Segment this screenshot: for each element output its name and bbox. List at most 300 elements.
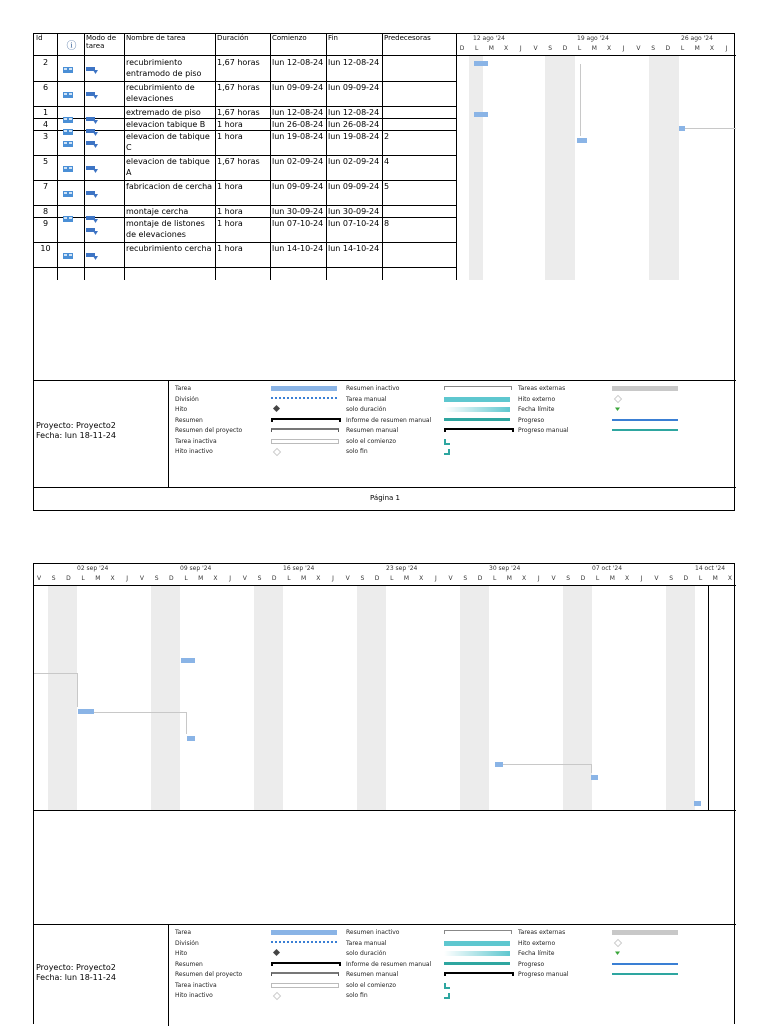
day-letter: L <box>390 575 394 582</box>
legend-label: Informe de resumen manual <box>346 960 432 968</box>
dependency-line <box>580 64 581 136</box>
day-letter: L <box>577 45 582 52</box>
day-letter: D <box>459 45 465 52</box>
weekend-shade <box>545 56 575 280</box>
cell-duration[interactable]: 1 hora <box>217 207 243 216</box>
table-row[interactable] <box>34 217 456 243</box>
auto-schedule-icon <box>86 121 98 128</box>
status-date-line <box>708 586 709 810</box>
manual-summary-swatch <box>444 972 514 976</box>
task-bar-3[interactable] <box>577 138 587 143</box>
progress-swatch <box>612 963 678 965</box>
week-label: 09 sep '24 <box>180 565 212 572</box>
duration-only-swatch <box>444 951 510 956</box>
calendar-indicator-icon <box>63 83 73 89</box>
day-letter: J <box>519 45 522 52</box>
milestone-icon <box>273 405 280 412</box>
week-label: 16 sep '24 <box>283 565 315 572</box>
cell-start[interactable]: lun 26-08-24 <box>272 120 324 129</box>
calendar-indicator-icon <box>63 58 73 64</box>
day-letter: X <box>110 575 115 582</box>
day-letter: X <box>727 575 732 582</box>
dependency-line <box>503 764 591 765</box>
project-date: Fecha: lun 18-11-24 <box>36 973 116 982</box>
legend-divider <box>168 381 169 488</box>
legend-label: Resumen manual <box>346 971 399 978</box>
day-letter: M <box>198 575 204 582</box>
day-letter: J <box>332 575 334 582</box>
cell-name[interactable]: recubrimiento entramodo de piso <box>126 58 202 78</box>
auto-schedule-icon <box>86 133 98 140</box>
dependency-line <box>186 712 187 734</box>
cell-duration[interactable]: 1 hora <box>217 219 243 228</box>
day-letter: L <box>475 45 479 52</box>
cell-duration[interactable]: 1,67 horas <box>217 108 260 117</box>
legend-label: Tarea inactiva <box>175 981 217 989</box>
weekend-shade <box>563 586 592 810</box>
auto-schedule-icon <box>86 208 98 215</box>
cell-name[interactable]: elevacion de tabique C <box>126 132 210 152</box>
legend-label: Resumen <box>175 960 203 968</box>
week-label: 19 ago '24 <box>577 35 609 42</box>
day-letter: D <box>580 575 586 582</box>
header-finish[interactable]: Fin <box>328 34 338 42</box>
cell-start[interactable]: lun 09-09-24 <box>272 182 324 191</box>
cell-finish[interactable]: lun 19-08-24 <box>328 132 380 141</box>
day-letter: D <box>665 45 671 52</box>
task-swatch <box>271 930 337 935</box>
day-letter: S <box>154 575 159 582</box>
cell-id[interactable]: 3 <box>42 132 49 141</box>
cell-name[interactable]: elevacion de tabique A <box>126 157 210 177</box>
day-letter: S <box>360 575 365 582</box>
start-only-icon <box>444 983 450 989</box>
cell-pred[interactable] <box>382 57 456 81</box>
day-letter: M <box>95 575 101 582</box>
day-letter: J <box>229 575 231 582</box>
cell-id[interactable]: 8 <box>42 207 49 216</box>
legend-label: Tareas externas <box>518 929 566 936</box>
legend-block <box>34 380 736 488</box>
gantt-chart-page-1 <box>457 34 736 280</box>
day-letter: J <box>640 575 643 582</box>
cell-pred[interactable] <box>382 107 456 118</box>
legend-label: Tarea manual <box>346 939 387 947</box>
external-milestone-icon <box>614 939 622 947</box>
day-letter: X <box>504 45 509 52</box>
calendar-indicator-icon <box>63 182 73 188</box>
cell-finish[interactable]: lun 14-10-24 <box>328 244 380 253</box>
cell-duration[interactable]: 1 hora <box>217 182 243 191</box>
day-letter: V <box>551 575 556 582</box>
col-divider <box>84 34 85 280</box>
day-letter: J <box>622 45 625 52</box>
cell-name[interactable]: fabricacion de cercha <box>126 182 213 191</box>
day-letter: L <box>184 575 188 582</box>
day-letter: S <box>257 575 262 582</box>
dependency-line <box>591 764 592 773</box>
task-bar-7[interactable] <box>187 736 195 741</box>
summary-swatch <box>271 418 341 422</box>
legend-label: División <box>175 939 199 947</box>
legend-label: Hito <box>175 406 188 413</box>
cell-finish[interactable]: lun 30-09-24 <box>328 207 380 216</box>
day-letter: S <box>548 45 553 52</box>
day-letter: D <box>374 575 380 582</box>
week-label: 30 sep '24 <box>489 565 521 572</box>
task-swatch <box>271 386 337 391</box>
cell-pred[interactable] <box>382 243 456 267</box>
cell-pred[interactable]: 4 <box>384 157 390 166</box>
manual-progress-swatch <box>612 973 678 975</box>
legend-label: Progreso manual <box>518 427 569 434</box>
cell-name[interactable]: montaje de listones de elevaciones <box>126 219 205 239</box>
day-letter: S <box>566 575 571 582</box>
day-letter: D <box>168 575 174 582</box>
weekend-shade <box>48 586 77 810</box>
day-letter: D <box>271 575 277 582</box>
legend-label: Informe de resumen manual <box>346 416 432 424</box>
col-divider <box>57 34 58 280</box>
table-row[interactable] <box>34 130 456 156</box>
inactive-task-swatch <box>271 439 339 444</box>
day-letter: X <box>624 575 630 582</box>
cell-finish[interactable]: lun 26-08-24 <box>328 120 380 129</box>
auto-schedule-icon <box>86 183 98 190</box>
day-letter: J <box>537 575 540 582</box>
legend-label: solo duración <box>346 950 387 957</box>
table-row[interactable] <box>34 242 456 268</box>
day-letter: X <box>419 575 424 582</box>
legend-label: solo duración <box>346 406 387 413</box>
page-footer: Página 1 <box>34 487 736 512</box>
day-letter: D <box>683 575 689 582</box>
cell-duration[interactable]: 1,67 horas <box>217 157 260 166</box>
manual-progress-swatch <box>612 429 678 431</box>
cell-id[interactable]: 5 <box>42 157 49 166</box>
day-letter: M <box>403 575 410 582</box>
external-tasks-swatch <box>612 386 678 391</box>
cell-id[interactable]: 10 <box>40 244 51 253</box>
milestone-icon <box>273 949 280 956</box>
legend-label: Resumen del proyecto <box>175 971 243 978</box>
legend-label: Hito externo <box>518 395 556 403</box>
header-name[interactable]: Nombre de tarea <box>126 34 186 42</box>
cell-pred[interactable]: 5 <box>384 182 390 191</box>
cell-pred[interactable] <box>382 206 456 217</box>
table-row[interactable] <box>34 180 456 206</box>
dependency-line <box>685 128 736 129</box>
legend-label: Tarea manual <box>346 395 387 403</box>
cell-start[interactable]: lun 30-09-24 <box>272 207 324 216</box>
day-letter: V <box>654 575 659 582</box>
legend-label: Tarea <box>175 929 192 936</box>
table-header <box>34 34 456 56</box>
weekend-shade <box>151 586 180 810</box>
inactive-task-swatch <box>271 983 339 988</box>
day-letter: D <box>66 575 71 582</box>
day-letter: X <box>522 575 527 582</box>
manual-task-swatch <box>444 397 510 402</box>
day-letter: L <box>493 575 497 582</box>
task-bar-6[interactable] <box>181 658 195 663</box>
chart-bottom-border <box>34 810 736 811</box>
day-letter: D <box>562 45 568 52</box>
header-predecessors[interactable]: Predecesoras <box>384 34 431 42</box>
timescale <box>34 564 736 586</box>
cell-start[interactable]: lun 12-08-24 <box>272 58 324 67</box>
cell-duration[interactable]: 1 hora <box>217 132 243 141</box>
day-letter: M <box>591 45 597 52</box>
calendar-indicator-icon <box>63 120 73 126</box>
dependency-line <box>77 673 78 707</box>
legend-label: Resumen inactivo <box>346 385 400 392</box>
col-divider <box>215 34 216 280</box>
week-label: 02 sep '24 <box>77 565 109 572</box>
day-letter: X <box>213 575 218 582</box>
auto-schedule-icon <box>86 245 98 252</box>
cell-pred[interactable]: 8 <box>384 219 390 228</box>
legend-label: Tarea <box>175 385 192 392</box>
deadline-arrow-icon <box>615 406 620 411</box>
day-letter: D <box>477 575 483 582</box>
cell-name[interactable]: recubrimiento cercha <box>126 244 212 253</box>
day-letter: M <box>488 45 494 52</box>
manual-task-swatch <box>444 941 510 946</box>
legend-label: Hito externo <box>518 939 556 947</box>
legend-label: Hito <box>175 950 188 957</box>
day-letter: S <box>463 575 468 582</box>
week-label: 23 sep '24 <box>386 565 418 572</box>
calendar-indicator-icon <box>63 157 73 163</box>
day-letter: J <box>435 575 437 582</box>
task-bar-10[interactable] <box>694 801 701 806</box>
col-divider <box>326 34 327 280</box>
cell-pred[interactable]: 2 <box>384 132 390 141</box>
header-indicators-icon[interactable]: ⓘ <box>66 41 77 52</box>
task-bar-2[interactable] <box>474 61 488 66</box>
progress-swatch <box>612 419 678 421</box>
finish-only-icon <box>444 449 450 455</box>
day-letter: J <box>725 45 728 52</box>
project-summary-swatch <box>271 972 339 976</box>
auto-schedule-icon <box>86 158 98 165</box>
legend-label: Fecha límite <box>518 950 555 957</box>
table-row[interactable] <box>34 155 456 181</box>
task-bar-5[interactable] <box>78 709 94 714</box>
cell-duration[interactable]: 1 hora <box>217 120 243 129</box>
cell-name[interactable]: extremado de piso <box>126 108 201 117</box>
col-divider <box>382 34 383 280</box>
calendar-indicator-icon <box>63 132 73 138</box>
cell-start[interactable]: lun 12-08-24 <box>272 108 324 117</box>
header-start[interactable]: Comienzo <box>272 34 307 42</box>
day-letter: J <box>126 575 129 582</box>
dependency-line <box>34 673 77 674</box>
legend-block <box>34 924 736 1026</box>
auto-schedule-icon <box>86 220 98 227</box>
cell-start[interactable]: lun 09-09-24 <box>272 83 324 92</box>
external-tasks-swatch <box>612 930 678 935</box>
legend-divider <box>168 925 169 1026</box>
weekend-shade <box>666 586 695 810</box>
cell-duration[interactable]: 1 hora <box>217 244 243 253</box>
cell-duration[interactable]: 1,67 horas <box>217 83 260 92</box>
col-divider <box>270 34 271 280</box>
auto-schedule-icon <box>86 109 98 116</box>
day-letter: V <box>636 45 641 52</box>
legend-label: solo fin <box>346 992 368 999</box>
week-label: 26 ago '24 <box>681 35 713 42</box>
cell-name[interactable]: recubrimiento de elevaciones <box>126 83 195 103</box>
cell-id[interactable]: 7 <box>42 182 49 191</box>
legend-label: Resumen <box>175 416 203 424</box>
day-letter: V <box>533 45 538 52</box>
cell-id[interactable]: 9 <box>42 219 49 228</box>
day-letter: X <box>316 575 321 582</box>
calendar-indicator-icon <box>63 207 73 213</box>
weekend-shade <box>357 586 386 810</box>
timescale <box>457 34 736 56</box>
day-letter: M <box>694 45 700 52</box>
cell-id[interactable]: 1 <box>42 108 49 117</box>
legend-label: Tareas externas <box>518 385 566 392</box>
cell-finish[interactable]: lun 07-10-24 <box>328 219 380 228</box>
legend-label: Tarea inactiva <box>175 437 217 445</box>
cell-start[interactable]: lun 02-09-24 <box>272 157 324 166</box>
inactive-summary-swatch <box>444 930 512 934</box>
summary-swatch <box>271 962 341 966</box>
legend-label: Progreso manual <box>518 971 569 978</box>
cell-id[interactable]: 2 <box>42 58 49 67</box>
project-date: Fecha: lun 18-11-24 <box>36 431 116 440</box>
week-label: 12 ago '24 <box>473 35 505 42</box>
cell-finish[interactable]: lun 09-09-24 <box>328 182 380 191</box>
auto-schedule-icon <box>86 59 98 66</box>
duration-only-swatch <box>444 407 510 412</box>
weekend-shade <box>649 56 679 280</box>
cell-id[interactable]: 4 <box>42 120 49 129</box>
day-letter: S <box>651 45 655 52</box>
cell-start[interactable]: lun 07-10-24 <box>272 219 324 228</box>
cell-finish[interactable]: lun 12-08-24 <box>328 58 380 67</box>
day-letter: X <box>606 45 612 52</box>
day-letter: L <box>287 575 291 582</box>
day-letter: S <box>51 575 56 582</box>
header-mode[interactable]: Modo de tarea <box>86 34 117 50</box>
table-row[interactable] <box>34 81 456 107</box>
legend-label: Hito inactivo <box>175 448 213 455</box>
day-letter: L <box>595 575 600 582</box>
day-letter: X <box>709 45 714 52</box>
external-milestone-icon <box>614 395 622 403</box>
day-letter: L <box>680 45 685 52</box>
legend-label: Resumen del proyecto <box>175 427 243 434</box>
weekend-shade <box>469 56 483 280</box>
table-row[interactable] <box>34 56 456 82</box>
cell-pred[interactable] <box>382 119 456 130</box>
cell-start[interactable]: lun 19-08-24 <box>272 132 324 141</box>
cell-start[interactable]: lun 14-10-24 <box>272 244 324 253</box>
deadline-arrow-icon <box>615 950 620 955</box>
gantt-print-page-2 <box>33 563 735 1024</box>
gantt-chart-page-2 <box>34 564 736 810</box>
weekend-shade <box>460 586 489 810</box>
task-bar-8[interactable] <box>495 762 503 767</box>
legend-label: División <box>175 395 199 403</box>
col-divider <box>124 34 125 280</box>
manual-summary-rollup-swatch <box>444 962 510 965</box>
cell-finish[interactable]: lun 09-09-24 <box>328 83 380 92</box>
inactive-summary-swatch <box>444 386 512 390</box>
calendar-indicator-icon <box>63 108 73 114</box>
week-label: 07 oct '24 <box>592 565 623 572</box>
auto-schedule-icon <box>86 84 98 91</box>
cell-finish[interactable]: lun 12-08-24 <box>328 108 380 117</box>
legend-label: Resumen inactivo <box>346 929 400 936</box>
inactive-milestone-icon <box>273 448 281 456</box>
legend-label: solo el comienzo <box>346 437 397 445</box>
calendar-indicator-icon <box>63 244 73 250</box>
manual-summary-swatch <box>444 428 514 432</box>
legend-label: Progreso <box>518 960 545 968</box>
day-letter: M <box>506 575 512 582</box>
legend-label: Resumen manual <box>346 427 399 434</box>
cell-pred[interactable] <box>382 82 456 106</box>
task-bar-9[interactable] <box>591 775 598 780</box>
cell-duration[interactable]: 1,67 horas <box>217 58 260 67</box>
legend-label: solo el comienzo <box>346 981 397 989</box>
cell-id[interactable]: 6 <box>42 83 49 92</box>
cell-name[interactable]: elevacion tabique B <box>126 120 206 129</box>
dependency-line <box>94 712 186 713</box>
cell-finish[interactable]: lun 02-09-24 <box>328 157 380 166</box>
week-label: 14 oct '24 <box>695 565 726 572</box>
project-name: Proyecto: Proyecto2 <box>36 963 116 972</box>
header-id[interactable]: Id <box>36 34 43 42</box>
day-letter: M <box>301 575 307 582</box>
manual-summary-rollup-swatch <box>444 418 510 421</box>
day-letter: L <box>81 575 85 582</box>
day-letter: V <box>139 575 144 582</box>
day-letter: S <box>669 575 673 582</box>
finish-only-icon <box>444 993 450 999</box>
day-letter: M <box>609 575 615 582</box>
legend-label: solo fin <box>346 448 368 455</box>
task-table <box>34 34 456 280</box>
legend-label: Progreso <box>518 416 545 424</box>
project-name: Proyecto: Proyecto2 <box>36 421 116 430</box>
day-letter: V <box>345 575 350 582</box>
legend-label: Fecha límite <box>518 406 555 413</box>
gantt-print-page-1 <box>33 33 735 511</box>
weekend-shade <box>254 586 283 810</box>
day-letter: V <box>36 575 42 582</box>
day-letter: L <box>698 575 703 582</box>
inactive-milestone-icon <box>273 992 281 1000</box>
task-bar-1[interactable] <box>474 112 488 117</box>
cell-name[interactable]: montaje cercha <box>126 207 189 216</box>
day-letter: V <box>448 575 453 582</box>
day-letter: V <box>242 575 247 582</box>
day-letter: M <box>712 575 718 582</box>
split-swatch <box>271 941 337 943</box>
header-duration[interactable]: Duración <box>217 34 249 42</box>
legend-label: Hito inactivo <box>175 992 213 999</box>
split-swatch <box>271 397 337 399</box>
project-summary-swatch <box>271 428 339 432</box>
start-only-icon <box>444 439 450 445</box>
